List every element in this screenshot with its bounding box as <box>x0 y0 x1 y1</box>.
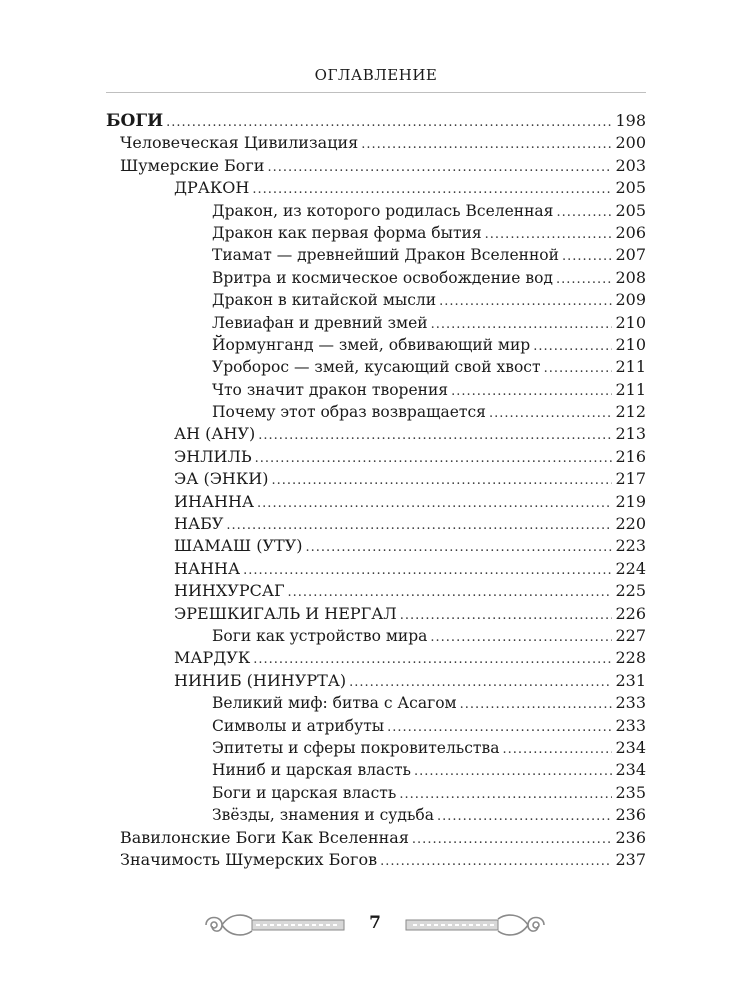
toc-entry-title: Дракон как первая форма бытия <box>212 223 482 242</box>
toc-entry <box>106 647 646 669</box>
toc-entry-page: 209 <box>615 290 646 310</box>
toc-entry <box>106 580 646 602</box>
toc-entry-page: 205 <box>615 200 646 220</box>
toc-entry <box>106 558 646 580</box>
toc-entry-title: НИНХУРСАГ <box>174 581 285 601</box>
scroll-ornament-icon <box>200 909 350 941</box>
toc-entry <box>106 513 646 535</box>
toc-entry <box>106 804 646 826</box>
toc-entry-page: 211 <box>615 379 646 399</box>
toc-entry-title: Тиамат — древнейший Дракон Вселенной <box>212 246 559 265</box>
toc-entry-page: 211 <box>615 357 646 377</box>
toc-entry-title: Дракон в китайской мысли <box>212 291 437 310</box>
dot-leader <box>361 134 612 156</box>
toc-entry-title: Звёзды, знамения и судьба <box>212 806 434 825</box>
toc-entry-title: МАРДУК <box>174 648 251 668</box>
toc-entry-page: 210 <box>615 312 646 332</box>
toc-entry-page: 228 <box>615 648 646 668</box>
dot-leader <box>288 582 613 604</box>
toc-entry-title: Что значит дракон творения <box>212 380 449 399</box>
toc-entry-title: Значимость Шумерских Богов <box>120 849 378 869</box>
page-number: 7 <box>369 913 381 933</box>
dot-leader <box>430 627 612 649</box>
toc-entry-page: 210 <box>615 334 646 354</box>
dot-leader <box>252 179 612 201</box>
toc-entry-title: ДРАКОН <box>174 178 250 198</box>
toc-entry <box>106 603 646 625</box>
toc-entry <box>106 446 646 468</box>
toc-entry-title: Эпитеты и сферы покровительства <box>212 738 500 757</box>
dot-leader <box>400 605 613 627</box>
toc-entry-title: Боги как устройство мира <box>212 626 428 645</box>
toc-entry <box>106 155 646 177</box>
toc-entry-title: Шумерские Боги <box>120 155 265 175</box>
table-of-contents <box>106 110 646 871</box>
toc-entry <box>106 222 646 244</box>
dot-leader <box>556 269 613 291</box>
dot-leader <box>387 717 612 739</box>
dot-leader <box>437 806 612 828</box>
toc-entry-page: 200 <box>615 133 646 153</box>
dot-leader <box>556 202 612 224</box>
toc-entry-page: 234 <box>615 737 646 757</box>
toc-entry-title: ИНАННА <box>174 491 255 511</box>
toc-entry-page: 208 <box>615 267 646 287</box>
toc-entry-page: 236 <box>615 805 646 825</box>
toc-entry-title: НАННА <box>174 558 241 578</box>
toc-entry <box>106 491 646 513</box>
toc-entry-page: 198 <box>615 111 646 130</box>
dot-leader <box>243 560 612 582</box>
toc-entry-title: Йормунганд — змей, обвивающий мир <box>212 335 531 354</box>
dot-leader <box>485 224 613 246</box>
toc-entry-page: 236 <box>615 827 646 847</box>
toc-entry-title: БОГИ <box>106 111 164 131</box>
toc-entry <box>106 244 646 266</box>
toc-entry-page: 226 <box>615 603 646 623</box>
toc-entry-page: 213 <box>615 424 646 444</box>
dot-leader <box>349 672 612 694</box>
toc-entry <box>106 132 646 154</box>
dot-leader <box>271 470 612 492</box>
toc-entry <box>106 849 646 871</box>
dot-leader <box>544 358 613 380</box>
toc-entry-page: 206 <box>615 222 646 242</box>
toc-entry-title: НАБУ <box>174 514 224 534</box>
dot-leader <box>451 381 612 403</box>
toc-entry-title: АН (АНУ) <box>174 424 256 444</box>
dot-leader <box>414 761 612 783</box>
toc-entry-title: Левиафан и древний змей <box>212 313 428 332</box>
toc-entry <box>106 334 646 356</box>
toc-entry-page: 237 <box>615 849 646 869</box>
toc-entry <box>106 289 646 311</box>
toc-entry-page: 225 <box>615 581 646 601</box>
toc-entry-title: ЭРЕШКИГАЛЬ И НЕРГАЛ <box>174 603 397 623</box>
toc-entry-page: 212 <box>615 402 646 422</box>
dot-leader <box>489 403 613 425</box>
toc-entry-page: 217 <box>615 469 646 489</box>
toc-entry <box>106 535 646 557</box>
dot-leader <box>399 784 612 806</box>
toc-entry-title: Великий миф: битва с Асагом <box>212 694 457 713</box>
toc-entry-title: Почему этот образ возвращается <box>212 403 486 422</box>
toc-entry-page: 235 <box>615 782 646 802</box>
toc-entry-page: 219 <box>615 491 646 511</box>
dot-leader <box>460 694 613 716</box>
toc-entry-title: Ниниб и царская власть <box>212 761 411 780</box>
toc-entry-page: 233 <box>615 715 646 735</box>
toc-entry <box>106 379 646 401</box>
dot-leader <box>255 448 613 470</box>
scroll-ornament-icon <box>400 909 550 941</box>
toc-entry-title: ЭА (ЭНКИ) <box>174 469 269 489</box>
toc-entry-title: НИНИБ (НИНУРТА) <box>174 670 347 690</box>
toc-entry-page: 223 <box>615 536 646 556</box>
toc-entry-title: Вавилонские Боги Как Вселенная <box>120 827 409 847</box>
toc-entry <box>106 737 646 759</box>
toc-entry <box>106 782 646 804</box>
page-header-title: ОГЛАВЛЕНИЕ <box>314 66 438 84</box>
toc-entry-page: 207 <box>615 245 646 265</box>
dot-leader <box>431 314 613 336</box>
toc-entry <box>106 312 646 334</box>
dot-leader <box>257 493 612 515</box>
toc-entry-page: 233 <box>615 693 646 713</box>
toc-entry <box>106 356 646 378</box>
dot-leader <box>166 112 612 134</box>
toc-entry-page: 220 <box>615 514 646 534</box>
toc-entry-page: 231 <box>615 670 646 690</box>
toc-entry <box>106 401 646 423</box>
toc-entry <box>106 692 646 714</box>
toc-entry-page: 224 <box>615 558 646 578</box>
dot-leader <box>380 851 612 873</box>
toc-entry-page: 205 <box>615 178 646 198</box>
toc-entry-title: Дракон, из которого родилась Вселенная <box>212 201 554 220</box>
dot-leader <box>562 246 612 268</box>
toc-entry <box>106 827 646 849</box>
toc-entry <box>106 200 646 222</box>
toc-entry <box>106 267 646 289</box>
toc-entry-title: Уроборос — змей, кусающий свой хвост <box>212 358 541 377</box>
toc-entry <box>106 468 646 490</box>
dot-leader <box>258 425 612 447</box>
dot-leader <box>502 739 612 761</box>
dot-leader <box>226 515 612 537</box>
dot-leader <box>533 336 612 358</box>
toc-entry <box>106 625 646 647</box>
page-footer <box>200 905 550 945</box>
toc-entry-title: ЭНЛИЛЬ <box>174 446 252 466</box>
toc-entry <box>106 759 646 781</box>
toc-entry <box>106 670 646 692</box>
toc-entry-page: 203 <box>615 155 646 175</box>
toc-entry <box>106 110 646 132</box>
dot-leader <box>439 291 612 313</box>
toc-entry-title: Человеческая Цивилизация <box>120 133 359 153</box>
dot-leader <box>253 649 612 671</box>
toc-entry-title: Вритра и космическое освобождение вод <box>212 268 553 287</box>
toc-entry-title: Боги и царская власть <box>212 783 397 802</box>
header-divider <box>106 92 646 93</box>
dot-leader <box>306 537 613 559</box>
toc-entry-page: 227 <box>615 625 646 645</box>
toc-entry-title: ШАМАШ (УТУ) <box>174 536 303 556</box>
toc-entry-page: 234 <box>615 760 646 780</box>
toc-entry-page: 216 <box>615 446 646 466</box>
toc-entry-title: Символы и атрибуты <box>212 716 385 735</box>
toc-entry <box>106 423 646 445</box>
dot-leader <box>267 157 612 179</box>
toc-entry <box>106 715 646 737</box>
toc-entry <box>106 177 646 199</box>
dot-leader <box>412 829 613 851</box>
